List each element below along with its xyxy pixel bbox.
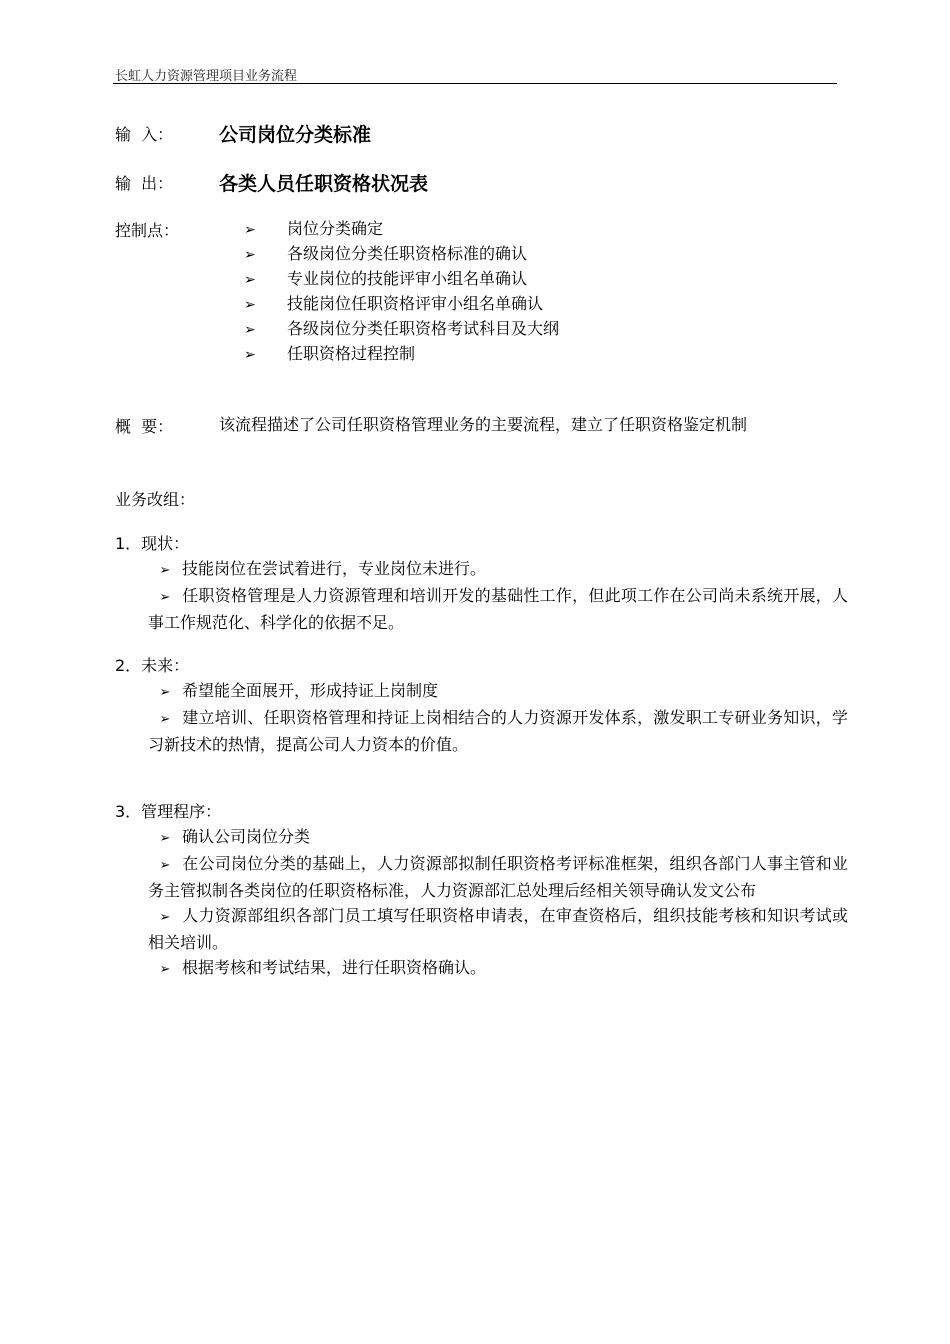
arrow-bullet-icon: ➢ (159, 563, 171, 578)
list-item (148, 851, 848, 903)
section-heading-current: 1．现状： (115, 534, 190, 553)
arrow-bullet-icon: ➢ (159, 590, 171, 605)
list-item-text: 任职资格管理是人力资源管理和培训开发的基础性工作，但此项工作在公司尚未系统开展，人事工作规范化、科学化的依据不足。 (148, 586, 848, 632)
arrow-bullet-icon: ➢ (159, 831, 171, 846)
section-list-procedure (148, 824, 848, 982)
section-heading-procedure: 3．管理程序： (115, 802, 222, 821)
output-value: 各类人员任职资格状况表 (219, 173, 429, 195)
list-item (244, 341, 559, 366)
arrow-bullet-icon: ➢ (159, 685, 171, 700)
header-title: 长虹人力资源管理项目业务流程 (115, 69, 298, 84)
list-item-text: 在公司岗位分类的基础上，人力资源部拟制任职资格考评标准框架，组织各部门人事主管和业务主管拟制各类岗位的任职资格标准，人力资源部汇总处理后经相关领导确认发文公布 (148, 854, 848, 900)
arrow-bullet-icon: ➢ (244, 247, 256, 263)
list-item-text: 任职资格过程控制 (287, 344, 416, 363)
list-item-text: 各级岗位分类任职资格标准的确认 (287, 244, 528, 263)
input-label: 输 入： (115, 125, 174, 144)
list-item (148, 556, 848, 583)
summary-text: 该流程描述了公司任职资格管理业务的主要流程，建立了任职资格鉴定机制 (219, 415, 748, 434)
arrow-bullet-icon: ➢ (244, 347, 256, 363)
list-item (244, 316, 559, 341)
list-item (148, 903, 848, 955)
list-item-text: 确认公司岗位分类 (182, 827, 311, 846)
list-item (148, 583, 848, 635)
arrow-bullet-icon: ➢ (159, 712, 171, 727)
arrow-bullet-icon: ➢ (244, 322, 256, 338)
control-points-list (244, 216, 559, 366)
list-item-text: 专业岗位的技能评审小组名单确认 (287, 269, 528, 288)
list-item (148, 678, 848, 705)
list-item (244, 266, 559, 291)
reorg-label: 业务改组： (115, 490, 196, 509)
arrow-bullet-icon: ➢ (244, 222, 256, 238)
arrow-bullet-icon: ➢ (159, 962, 171, 977)
summary-label: 概 要： (115, 417, 174, 436)
input-value: 公司岗位分类标准 (219, 124, 372, 146)
arrow-bullet-icon: ➢ (244, 297, 256, 313)
list-item-text: 技能岗位在尝试着进行，专业岗位未进行。 (182, 559, 487, 578)
list-item-text: 技能岗位任职资格评审小组名单确认 (287, 294, 544, 313)
list-item-text: 希望能全面展开，形成持证上岗制度 (182, 681, 439, 700)
list-item-text: 各级岗位分类任职资格考试科目及大纲 (287, 319, 560, 338)
section-list-future (148, 678, 848, 757)
arrow-bullet-icon: ➢ (159, 858, 171, 873)
list-item-text: 岗位分类确定 (287, 219, 384, 238)
section-list-current (148, 556, 848, 635)
list-item-text: 建立培训、任职资格管理和持证上岗相结合的人力资源开发体系，激发职工专研业务知识，学习新技术的热情，提高公司人力资本的价值。 (148, 708, 848, 754)
header-divider (113, 83, 837, 84)
list-item (244, 241, 559, 266)
list-item-text: 根据考核和考试结果，进行任职资格确认。 (182, 958, 487, 977)
section-heading-future: 2．未来： (115, 656, 190, 675)
arrow-bullet-icon: ➢ (244, 272, 256, 288)
list-item (148, 955, 848, 982)
control-points-label: 控制点： (115, 221, 180, 240)
list-item (244, 291, 559, 316)
list-item (244, 216, 559, 241)
arrow-bullet-icon: ➢ (159, 910, 171, 925)
list-item-text: 人力资源部组织各部门员工填写任职资格申请表，在审查资格后，组织技能考核和知识考试或相关培训。 (148, 906, 848, 952)
list-item (148, 824, 848, 851)
output-label: 输 出： (115, 174, 174, 193)
list-item (148, 705, 848, 757)
